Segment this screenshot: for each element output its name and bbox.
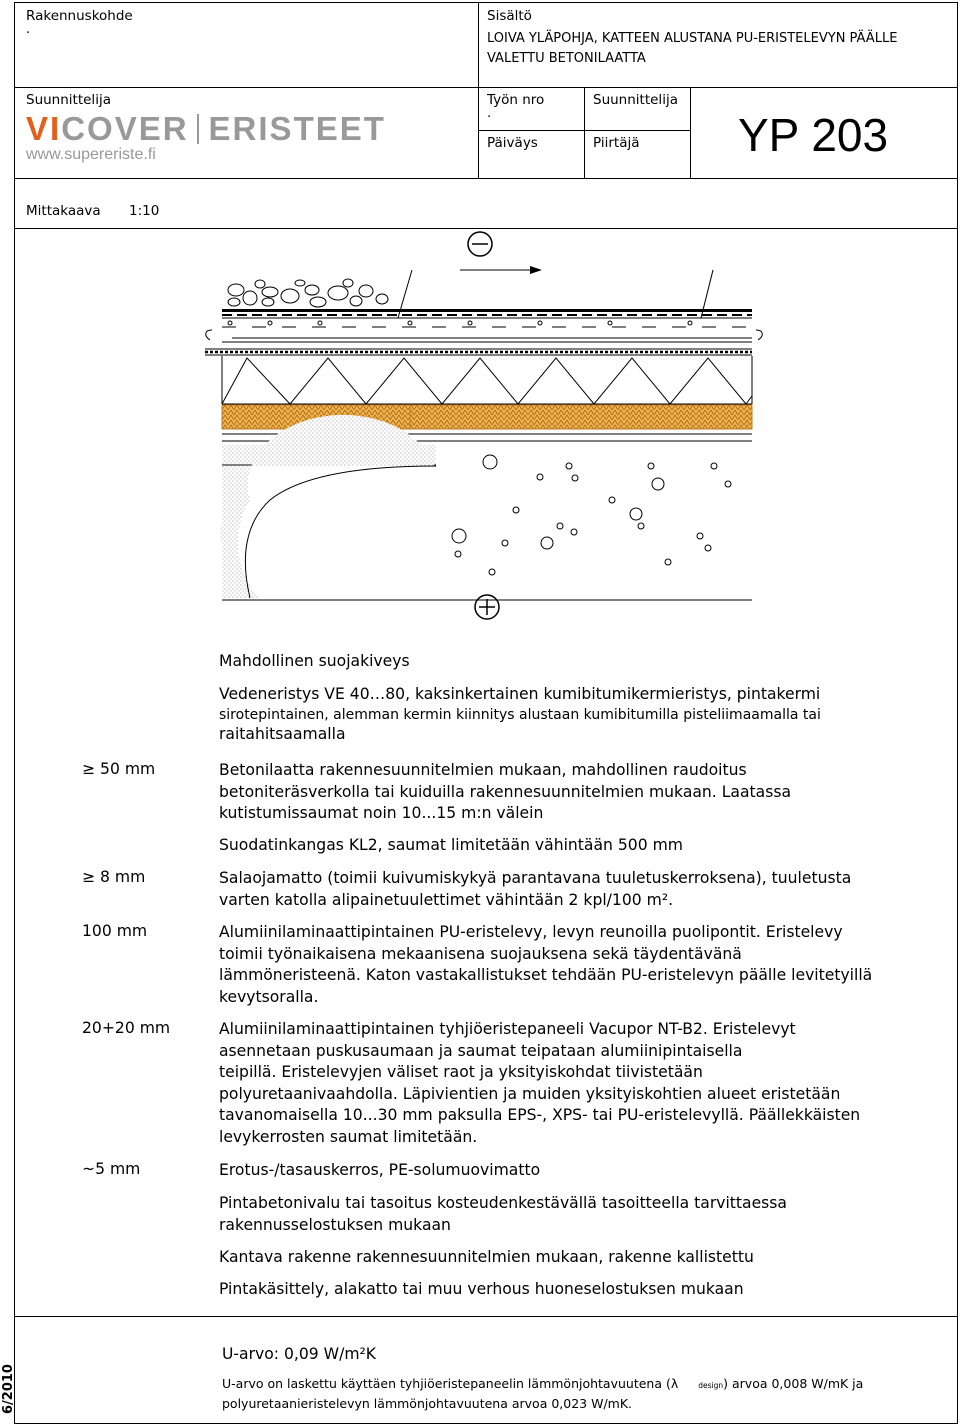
suunnittelija2-label: Suunnittelija [593,92,678,108]
logo-cover: COVER [61,110,189,147]
layer-6-text: Alumiinilaminaattipintainen PU-eristelevy, levyn reunoilla puolipontit. Eristelevy toimii työnaikaisena mekaanisena suojauksena sekä täydentävänä lämmöneristeenä. Katon vastakallistukset tehdään PU-eristelevyn päälle levitetyillä kevytsoralla. [219,923,873,1006]
layer-7-text: Alumiinilaminaattipintainen tyhjiöeristepaneeli Vacupor NT-B2. Eristelevyt asennetaan puskusaumaan ja saumat teipataan alumiinipintaisella teipillä. Eristelevyjen väliset raot ja yksityiskohdat tiivistetään polyuretaanivaahdolla. Läpivientien ja muiden yksityiskohtien alueet eristetään tavanomaisella 10...30 mm paksulla EPS-, XPS- tai PU-eristelevyllä. Päällekkäisten levykerrosten saumat limitetään. [219,1020,861,1146]
slope-arrow [460,266,542,274]
u-value-note-line-1: U-arvo on laskettu käyttäen tyhjiöeristepaneelin lämmönjohtavuutena (λ design) arvoa 0,008 W/mK ja [222,1376,864,1391]
tyon-nro-value: . [487,106,492,121]
pu-board [222,356,752,404]
tyon-nro-label: Työn nro [487,92,545,108]
u-value-note-line-2: polyuretaanieristelevyn lämmönjohtavuutena arvoa 0,023 W/mK. [222,1396,633,1411]
drainage-mat [205,349,752,355]
membrane-layer [222,309,752,315]
layer-5-thickness: ≥ 8 mm [82,868,146,886]
u-value: U-arvo: 0,09 W/m²K [222,1345,377,1363]
sisalto-line-1: LOIVA YLÄPOHJA, KATTEEN ALUSTANA PU-ERISTELEVYN PÄÄLLE [487,31,898,46]
layer-11-text: Pintakäsittely, alakatto tai muu verhous huoneselostuksen mukaan [219,1280,744,1298]
paivays-label: Päiväys [487,135,538,151]
layer-9-text: Pintabetonivalu tai tasoitus kosteudenkestävällä tasoitteella tarvittaessa rakennusselostuksen mukaan [219,1194,787,1234]
layer-8-text: Erotus-/tasauskerros, PE-solumuovimatto [219,1161,541,1179]
piirtaja-label: Piirtäjä [593,135,640,151]
layer-3-thickness: ≥ 50 mm [82,760,156,778]
side-date: 6/2010 [1,1364,16,1414]
logo-eristeet: ERISTEET [208,110,386,147]
concrete-slab [206,318,763,342]
bottom-side-symbol [475,595,499,619]
sisalto-label: Sisältö [487,8,532,24]
layer-1-text: Mahdollinen suojakiveys [219,652,410,670]
company-logo [26,110,386,148]
layer-6-thickness: 100 mm [82,922,148,940]
layer-4-text: Suodatinkangas KL2, saumat limitetään vähintään 500 mm [219,836,683,854]
rakennuskohde-value: . [26,22,31,37]
title-block [0,0,960,180]
scale-label: Mittakaava [26,203,101,219]
layer-10-text: Kantava rakenne rakennesuunnitelmien mukaan, rakenne kallistettu [219,1248,754,1266]
top-side-symbol [468,232,492,256]
layer-2-text: Vedeneristys VE 40…80, kaksinkertainen kumibitumikermieristys, pintakermi sirotepintainen, alemman kermin kiinnitys alustaan kumibitumilla pisteliimaamalla tai raitahitsaamalla [219,685,821,743]
lambda-subscript: design [698,1381,724,1390]
layer-8-thickness: ~5 mm [82,1160,141,1178]
scale-value: 1:10 [129,203,160,219]
logo-vi: VI [26,110,62,147]
layer-5-text: Salaojamatto (toimii kuivumiskykyä parantavana tuuletuskerroksena), tuuletusta varten katolla alipainetuulettimet vähintään 2 kpl/100 m². [219,869,852,909]
section-drawing [190,228,780,648]
layer-7-thickness: 20+20 mm [82,1019,171,1037]
suunnittelija-label: Suunnittelija [26,92,111,108]
load-bearing-structure [221,415,752,600]
document-number: YP 203 [738,109,889,161]
gravel-layer [228,279,388,307]
website-link[interactable]: www.supereriste.fi [26,146,156,163]
layer-3-text: Betonilaatta rakennesuunnitelmien mukaan, mahdollinen raudoitus betoniteräsverkolla tai kuiduilla rakennesuunnitelmien mukaan. Laatassa kutistumissaumat noin 10...15 m:n välein [219,761,791,822]
sisalto-line-2: VALETTU BETONILAATTA [487,51,646,66]
rakennuskohde-label: Rakennuskohde [26,8,133,24]
